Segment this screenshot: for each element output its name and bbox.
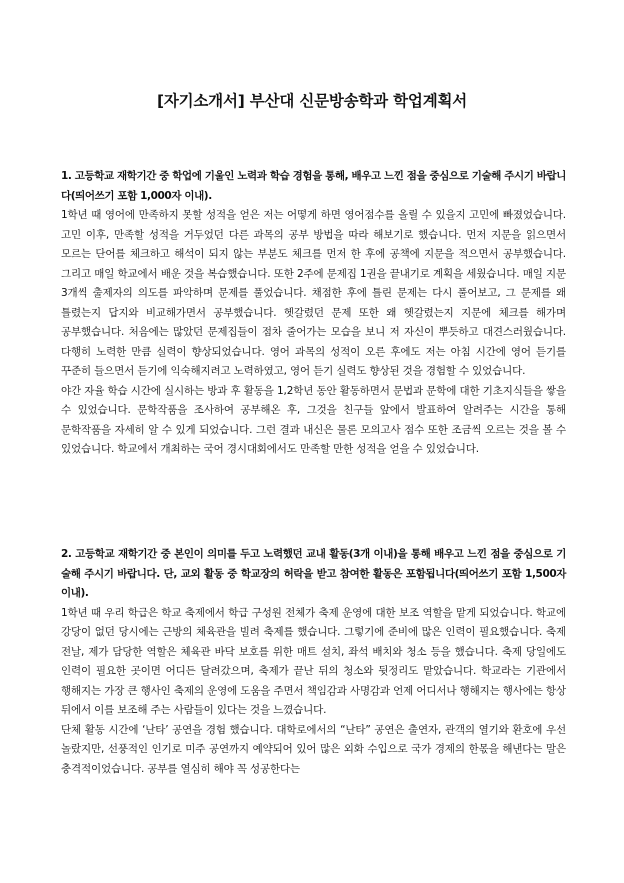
answer-paragraph: 단체 활동 시간에 ‘난타’ 공연을 경험 했습니다. 대학로에서의 “난타” 공연은 출연자, 관객의 열기와 환호에 우선 놀랐지만, 선풍적인 인기로 미주 공연까지 예약되어 있어 많은 외화 수입으로 국가 경제의 한몫을 해낸다는 말은 충격적이었습니다. 공부를 열심히 해야 꼭 성공한다는 [61,723,566,775]
question-heading: 2. 고등학교 재학기간 중 본인이 의미를 두고 노력했던 교내 활동(3개 이내)을 통해 배우고 느낀 점을 중심으로 기술해 주시기 바랍니다. 단, 교외 활동 중 학교장의 허락을 받고 참여한 활동은 포함됩니다(띄어쓰기 포함 1,500자 이내). [61,548,566,599]
question-heading: 1. 고등학교 재학기간 중 학업에 기울인 노력과 학습 경험을 통해, 배우고 느낀 점을 중심으로 기술해 주시기 바랍니다(띄어쓰기 포함 1,000자 이내). [61,170,566,202]
answer-paragraph: 1학년 때 우리 학급은 학교 축제에서 학급 구성원 전체가 축제 운영에 대한 보조 역할을 맡게 되었습니다. 학교에 강당이 없던 당시에는 근방의 체육관을 빌려 축제를 했습니다. 그렇기에 준비에 많은 인력이 필요했습니다. 축제 전날, 제가 담당한 역할은 체육관 바닥 보호를 위한 매트 설치, 좌석 배치와 청소 등을 했습니다. 축제 당일에도 인력이 필요한 곳이면 어디든 달려갔으며, 축제가 끝난 뒤의 청소와 뒷정리도 맡았습니다. 학교라는 기관에서 행해지는 가장 큰 행사인 축제의 운영에 도움을 주면서 책임감과 사명감과 언제 어디서나 행해지는 행사에는 항상 뒤에서 이를 보조해 주는 사람들이 있다는 것을 느꼈습니다. [61,606,566,716]
document-title: [자기소개서] 부산대 신문방송학과 학업계획서 [156,92,468,110]
question-section-1 [61,167,566,460]
question-section-2 [61,545,566,779]
answer-paragraph: 1학년 때 영어에 만족하지 못할 성적을 얻은 저는 어떻게 하면 영어점수를 올릴 수 있을지 고민에 빠졌었습니다. 고민 이후, 만족할 성적을 거두었던 다른 과목의 공부 방법을 따라 해보기로 했습니다. 먼저 지문을 읽으면서 모르는 단어를 체크하고 해석이 되지 않는 부분도 체크를 먼저 한 후에 공책에 지문을 적으면서 공부했습니다. 그리고 매일 학교에서 배운 것을 복습했습니다. 또한 2주에 문제집 1권을 끝내기로 계획을 세웠습니다. 매일 지문 3개씩 출제자의 의도를 파악하며 문제를 풀었습니다. 채점한 후에 틀린 문제는 다시 풀어보고, 그 문제를 왜 틀렸는지 답지와 비교해가면서 공부했습니다. 헷갈렸던 문제 또한 왜 헷갈렸는지 지문에 체크를 해가며 공부했습니다. 처음에는 많았던 문제집들이 점차 줄어가는 모습을 보니 저 자신이 뿌듯하고 대견스러웠습니다. 다행히 노력한 만큼 실력이 향상되었습니다. 영어 과목의 성적이 오른 후에도 저는 아침 시간에 영어 듣기를 꾸준히 들으면서 듣기에 익숙해지려고 노력하였고, 영어 듣기 실력도 향상된 것을 경험할 수 있었습니다. [61,209,566,377]
answer-paragraph: 야간 자율 학습 시간에 실시하는 방과 후 활동을 1,2학년 동안 활동하면서 문법과 문학에 대한 기초지식들을 쌓을 수 있었습니다. 문학작품을 조사하여 공부해온 후, 그것을 친구들 앞에서 발표하여 알려주는 시간을 통해 문학작품을 자세히 알 수 있게 되었습니다. 그런 결과 내신은 물론 모의고사 점수 또한 조금씩 오르는 것을 볼 수 있었습니다. 학교에서 개최하는 국어 경시대회에서도 만족할 만한 성적을 얻을 수 있었습니다. [61,384,566,455]
